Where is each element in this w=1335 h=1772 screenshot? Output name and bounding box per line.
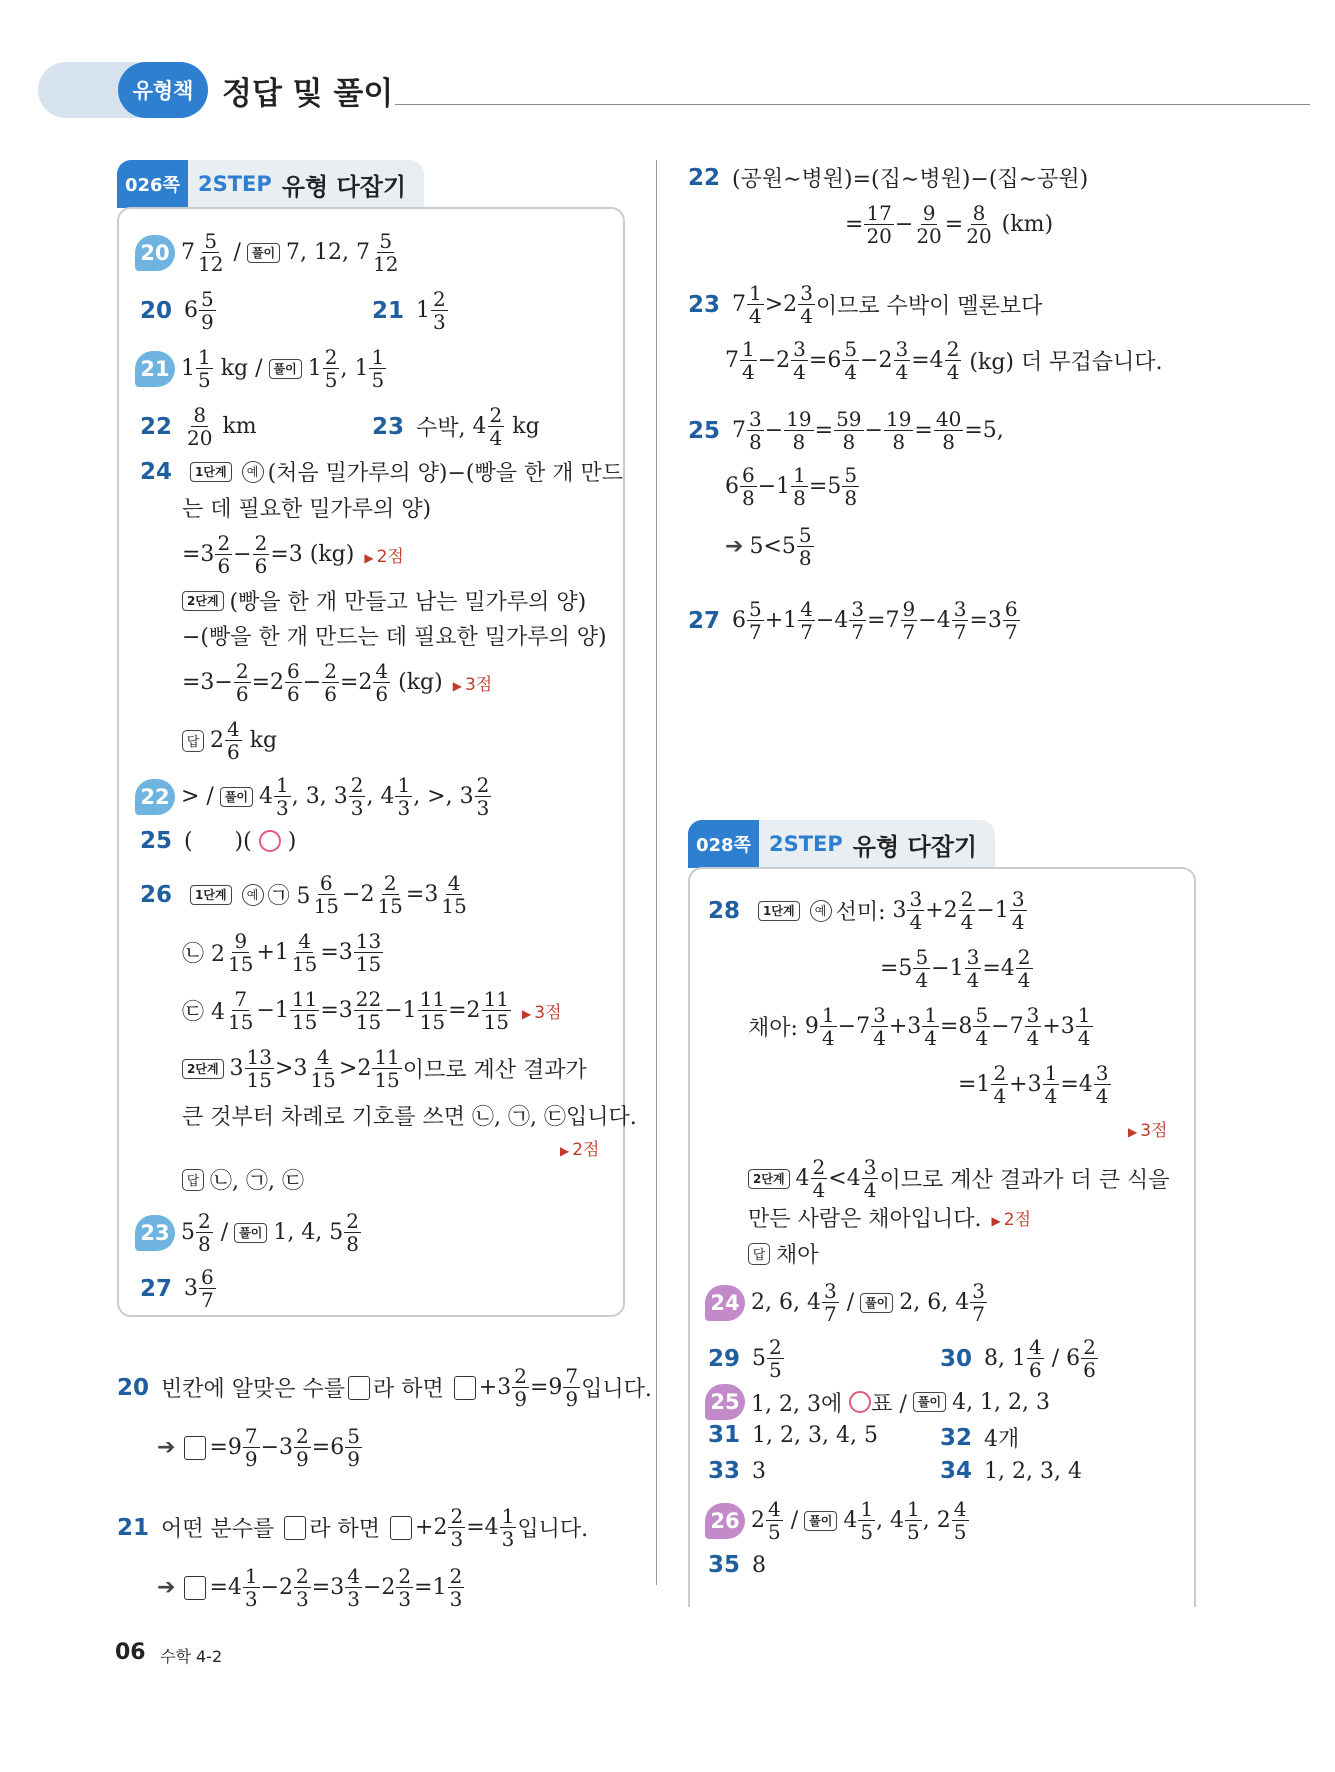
tab-page: 028쪽 [688,820,759,868]
explain-20-line2: ➔ =9 7 9 −3 2 9 =6 5 9 [157,1424,360,1471]
circled-number: 20 [135,235,175,271]
tab-name: 유형 다잡기 [281,172,407,201]
answer-text: 이므로 계산 결과가 더 큰 식을 [879,1168,1170,1193]
step2-tag: 2단계 [182,1059,224,1079]
answer-number: 34 [940,1458,973,1484]
answer-text: 입니다. [581,1377,652,1402]
answer-number: 24 [140,458,173,485]
explain-r22-line2: = 17 20 − 9 20 = 8 20 (km) [845,201,1054,248]
answer-27: 27 3 6 7 [140,1265,214,1312]
puli-tag: 풀이 [860,1293,893,1313]
answer-26-line1: 26 1단계 예 ㉠ 5 6 15 −2 2 15 =3 4 15 [140,871,467,918]
blank-box [348,1376,370,1400]
step2-tag: 2단계 [748,1169,790,1189]
answer-text: 4, 1, 2, 3 [952,1389,1051,1415]
answer-21c: 21 1 1 5 kg / 풀이 1 2 5 , 1 1 5 [135,346,387,391]
answer-text: 빈칸에 알맞은 수를 [161,1377,346,1402]
answer-text: 입니다. [517,1517,589,1542]
answer-26-line2: ㉡ 2 9 15 +1 4 15 =3 13 15 [182,929,382,976]
explain-r25-line1: 25 7 3 8 − 19 8 = 59 8 − 19 8 = 40 8 =5, [688,407,1004,454]
answer-26-dap [182,1164,304,1195]
section-tab-028 [688,820,995,868]
blank-box [390,1516,412,1540]
circle-mark [259,830,281,852]
book-label: 수학 4-2 [160,1647,223,1666]
puli-tag: 풀이 [220,787,253,807]
circled-number: 22 [135,779,175,815]
answer-22: 22 8 20 km [140,403,257,450]
points-label: ▶ 3점 [453,670,492,695]
circled-number: 24 [705,1285,745,1321]
answer-text: 1, 2, 3, 4 [984,1458,1082,1484]
answer-28-dap [748,1238,819,1269]
answer-text: 1, 2, 3에 [751,1391,843,1417]
step1-tag: 1단계 [758,901,800,921]
explain-r23-line1: 23 7 1 4 >2 3 4 이므로 수박이 멜론보다 [688,281,1043,328]
explain-r22-line1 [688,162,1088,193]
answer-23c: 23 5 2 8 / 풀이 1, 4, 5 2 8 [135,1210,362,1255]
answer-number: 20 [117,1374,150,1401]
answer-number: 28 [708,897,741,924]
answer-34 [940,1458,1082,1484]
answer-text: 8 [752,1552,767,1578]
answer-28-line2: =5 5 4 −1 3 4 =4 2 4 [880,945,1031,992]
answer-24-line5 [182,620,607,651]
answer-29: 29 5 2 5 [708,1335,782,1382]
page-number: 06 [115,1640,146,1665]
answer-number: 21 [117,1514,150,1541]
answer-26-line3: ㉢ 4 7 15 −1 11 15 =3 22 15 −1 11 15 =2 11 15 ▶ 3점 [182,988,562,1033]
answer-25: 25 ( )( ) [140,828,297,854]
section-tab-026 [117,160,424,208]
explain-r25-line2: 6 6 8 −1 1 8 =5 5 8 [725,463,858,510]
answer-number: 33 [708,1458,741,1484]
answer-28-line1: 28 1단계 예 선미: 3 3 4 +2 2 4 −1 3 4 [708,887,1025,934]
answer-mark: 답 [748,1243,770,1265]
answer-number: 20 [140,297,173,324]
answer-28-line6 [748,1202,1031,1233]
answer-number: 31 [708,1422,741,1448]
answer-24-line2 [182,492,431,523]
answer-number: 23 [688,291,721,318]
tab-step: 2STEP [197,172,272,196]
book-badge: 유형책 [118,62,208,118]
puli-tag: 풀이 [269,359,302,379]
answer-text: 선미: [835,900,886,925]
points-label: ▶ 2점 [992,1205,1031,1230]
puli-tag: 풀이 [234,1223,267,1243]
answer-26c: 26 2 4 5 / 풀이 4 1 5 , 4 1 5 , 2 4 5 [705,1498,970,1543]
points-label: ▶ 2점 [560,1135,599,1160]
answer-number: 27 [140,1275,173,1302]
answer-text: −(빵을 한 개 만드는 데 필요한 밀가루의 양) [182,625,607,650]
answer-30: 30 8, 1 4 6 / 6 2 6 [940,1335,1096,1382]
explain-r25-line3: ➔ 5<5 5 8 [725,523,812,570]
answer-35 [708,1552,766,1578]
answer-26-line5 [182,1100,637,1131]
answer-31 [708,1422,878,1448]
circled-number: 21 [135,351,175,387]
answer-number: 21 [372,297,405,324]
answer-number: 26 [140,881,173,908]
answer-text: 라 하면 [309,1517,381,1542]
answer-text: 큰 것부터 차례로 기호를 쓰면 ㉡, ㉠, ㉢입니다. [182,1105,637,1130]
step1-tag: 1단계 [190,462,232,482]
answer-22c: 22 > / 풀이 4 1 3 , 3, 3 2 3 , 4 1 3 , >, 3 2 3 [135,774,492,819]
answer-text: (빵을 한 개 만들고 남는 밀가루의 양) [229,590,587,615]
points-label: ▶ 3점 [522,998,561,1023]
answer-text: 이므로 계산 결과가 [402,1058,587,1083]
answer-number: 32 [940,1424,973,1451]
blank-box [454,1376,476,1400]
answer-text: (공원∼병원)=(집∼병원)−(집∼공원) [732,167,1089,192]
answer-26-points [560,1135,599,1160]
circled-number: 23 [135,1215,175,1251]
answer-number: 22 [688,164,721,191]
answer-32 [940,1422,1019,1453]
blank-box [184,1576,206,1600]
header-rule [395,104,1310,105]
answer-24-dap: 답 2 4 6 kg [182,718,277,763]
example-mark: 예 [242,884,264,906]
answer-24c: 24 2, 6, 4 3 7 / 풀이 2, 6, 4 3 7 [705,1280,988,1325]
example-mark: 예 [810,900,832,922]
answer-24-line4 [182,585,586,616]
column-divider [656,160,657,1585]
answer-28-line5: 2단계 4 2 4 <4 3 4 이므로 계산 결과가 더 큰 식을 [748,1156,1169,1201]
answer-number: 22 [140,413,173,440]
answer-text: 는 데 필요한 밀가루의 양) [182,497,432,522]
arrow-icon: ➔ [725,534,744,559]
answer-number: 25 [140,828,173,854]
explain-21-line2: ➔ =4 1 3 −2 2 3 =3 4 3 −2 2 3 =1 2 3 [157,1564,463,1611]
answer-text: (kg) 더 무겁습니다. [969,350,1163,375]
circled-number: 25 [705,1384,745,1420]
answer-26-line4: 2단계 3 13 15 >3 4 15 >2 11 15 이므로 계산 결과가 [182,1046,587,1091]
answer-text: (처음 밀가루의 양)−(빵을 한 개 만드 [267,461,623,486]
answer-number: 30 [940,1345,973,1372]
explain-r23-line2: 7 1 4 −2 3 4 =6 5 4 −2 3 4 =4 2 4 (kg) 더 무겁습니다. [725,337,1163,384]
answer-mark: 답 [182,1169,204,1191]
puli-tag: 풀이 [804,1511,837,1531]
explain-21-line1: 21 어떤 분수를 라 하면 +2 2 3 =4 1 3 입니다. [117,1504,589,1551]
example-mark: 예 [242,461,264,483]
answer-23: 23 수박, 4 2 4 kg [372,403,540,450]
puli-tag: 풀이 [247,243,280,263]
answer-24-line6: =3− 2 6 =2 6 6 − 2 6 =2 4 6 (kg) ▶ 3점 [182,660,492,705]
answer-number: 23 [372,413,405,440]
answer-20c: 20 7 5 12 / 풀이 7, 12, 7 5 12 [135,230,401,275]
blank-box [184,1436,206,1460]
answer-20: 20 6 5 9 [140,287,214,334]
answer-number: 27 [688,607,721,634]
answer-number: 29 [708,1345,741,1372]
answer-33 [708,1458,766,1484]
answer-24-line3: =3 2 6 − 2 6 =3 (kg) ▶ 2점 [182,532,404,577]
answer-number: 25 [688,417,721,444]
answer-21: 21 1 2 3 [372,287,446,334]
points-label: ▶ 3점 [1128,1116,1167,1141]
arrow-icon: ➔ [157,1435,176,1460]
puli-tag: 풀이 [913,1392,946,1412]
answer-25c [705,1384,1050,1420]
answer-text: 채아 [776,1243,819,1268]
answer-text: 이므로 수박이 멜론보다 [815,294,1043,319]
answer-text: 라 하면 [373,1377,444,1402]
answer-text: 4개 [984,1427,1020,1452]
step1-tag: 1단계 [190,885,232,905]
tab-page: 026쪽 [117,160,188,208]
blank-box [284,1516,306,1540]
answer-text: 표 / [871,1391,907,1417]
step2-tag: 2단계 [182,591,224,611]
tab-step: 2STEP [768,832,843,856]
circle-mark [849,1391,871,1413]
answer-28-points [1128,1116,1167,1141]
answer-text: 수박, [416,416,466,441]
tab-name: 유형 다잡기 [852,832,978,861]
points-label: ▶ 2점 [364,542,403,567]
page-title: 정답 및 풀이 [222,76,394,112]
answer-text: ㉡, ㉠, ㉢ [210,1169,304,1194]
explain-20-line1: 20 빈칸에 알맞은 수를 라 하면 +3 2 9 =9 7 9 입니다. [117,1364,652,1411]
answer-text: 3 [752,1458,767,1484]
explain-r27: 27 6 5 7 +1 4 7 −4 3 7 =7 9 7 −4 3 7 =3 6 7 [688,597,1018,644]
answer-number: 35 [708,1552,741,1578]
answer-28-line4: =1 2 4 +3 1 4 =4 3 4 [958,1061,1109,1108]
answer-24-line1 [140,456,623,487]
arrow-icon: ➔ [157,1575,176,1600]
answer-text: 만든 사람은 채아입니다. [748,1207,982,1232]
answer-text: 채아: [748,1016,798,1041]
answer-mark: 답 [182,730,204,752]
circled-number: 26 [705,1503,745,1539]
answer-text: 1, 2, 3, 4, 5 [752,1422,878,1448]
answer-28-line3: 채아: 9 1 4 −7 3 4 +3 1 4 =8 5 4 −7 3 4 +3 1 4 [748,1003,1091,1050]
answer-text: 어떤 분수를 [161,1517,275,1542]
